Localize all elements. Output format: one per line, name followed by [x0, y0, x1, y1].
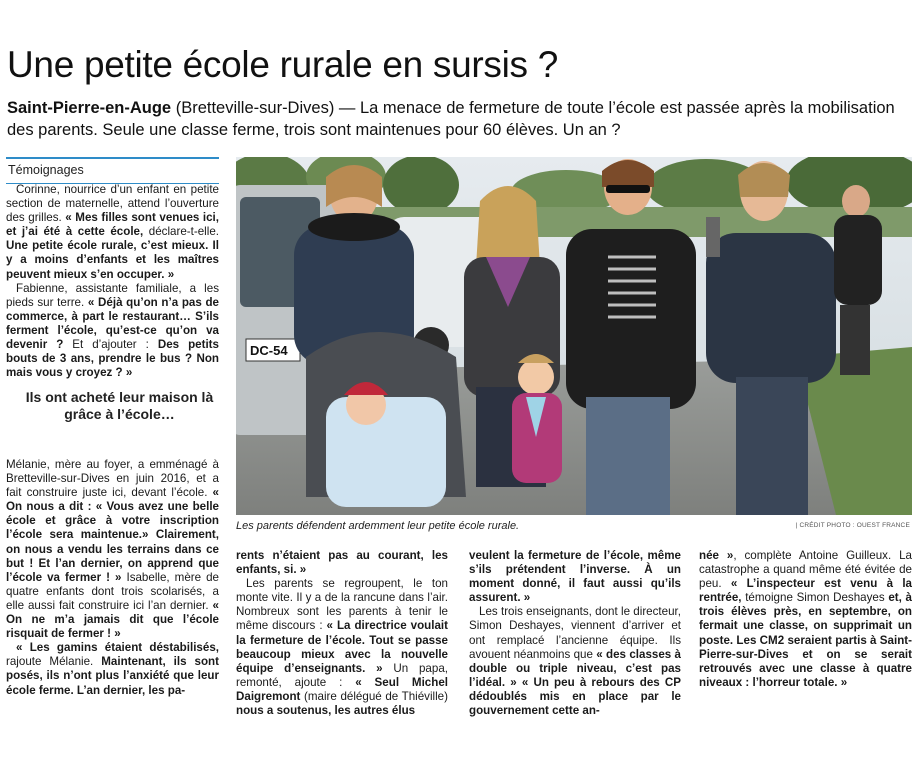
quote-run: « La directrice voulait la fermeture de l’école. Tout se passe beaucoup mieux avec la nouvelle équipe d’enseignants. »	[236, 619, 448, 675]
quote-run: Une petite école rurale, c’est mieux. Il y a moins d’enfants et les maîtres peuvent mieux s’en occuper. »	[6, 239, 219, 281]
text-run: Et d’ajouter :	[63, 338, 158, 352]
photo-illustration	[236, 157, 912, 515]
quote-run: « Déjà qu’on n’a pas de commerce, à part le restaurant… S’ils ferment l’école, qu’est-ce qu’on va devenir ?	[6, 295, 220, 352]
text-run: Fabienne, assistante familiale, a les pieds sur terre.	[6, 281, 219, 309]
paragraph-gamins	[6, 641, 219, 697]
section-rubric	[6, 157, 219, 184]
quote-run: Maintenant, ils sont posés, ils n’ont plus l’anxiété que leur école ferme. L’an dernier, les pa-	[6, 655, 219, 697]
quote-run: « des classes à double ou triple niveau, c’est pas l’idéal. » « Un peu à rebours des CP dédoublés mis en place par le gouvernement cette an-	[469, 647, 681, 718]
quote-run: rents n’étaient pas au courant, les enfants, si. »	[236, 549, 448, 577]
text-run: témoigne Simon Deshayes	[741, 591, 889, 605]
quote-run: Des petits bouts de 3 ans, prendre le bus ? Non mais vous y croyez ? »	[6, 338, 219, 380]
photo-caption	[236, 520, 912, 536]
article-photo	[236, 157, 912, 515]
article-headline: Une petite école rurale en sursis ?	[7, 44, 558, 85]
column-4	[699, 549, 912, 690]
paragraph-continued	[236, 549, 448, 577]
paragraph-fabienne	[6, 282, 219, 381]
paragraph-conclusion	[699, 549, 912, 690]
text-run: Les trois enseignants, dont le directeur, Simon Deshayes, viennent d’arriver et ont remplacé l’ancienne équipe. Ils avouent néanmoins que	[469, 605, 681, 661]
text-run: Un papa, remonté, ajoute :	[236, 661, 448, 689]
text-run: rajoute Mélanie.	[6, 655, 102, 669]
lead-place: Saint-Pierre-en-Auge	[7, 99, 172, 117]
photo-credit: | CRÉDIT PHOTO : OUEST FRANCE	[795, 522, 910, 529]
quote-run: nous a soutenus, les autres élus	[236, 704, 416, 718]
article-lead	[7, 97, 912, 141]
text-run: Isabelle, mère de quatre enfants dont trois scolarisés, a elle aussi fait construire ici l’an dernier.	[6, 570, 219, 612]
column-3	[469, 549, 681, 718]
text-run: Mélanie, mère au foyer, a emménagé à Bretteville-sur-Dives en juin 2016, et a fait construire juste ici, devant l’école.	[6, 458, 219, 500]
quote-run: née »	[699, 549, 734, 562]
column-2	[236, 549, 448, 718]
paragraph-corinne	[6, 183, 219, 282]
quote-run: « On nous a dit : « Vous avez une belle école et grâce à votre inscription l’école sera maintenue.» Clairement, on nous a vendu les terrains dans ce but ! Et l’an dernier, on apprend que l’école va fermer ! »	[6, 486, 219, 584]
caption-text: Les parents défendent ardemment leur petite école rurale.	[236, 520, 520, 532]
text-run: (maire délégué de Thiéville)	[300, 689, 448, 703]
quote-run: « Mes filles sont venues ici, et j’ai été à cette école,	[6, 211, 219, 239]
quote-run: « L’inspecteur est venu à la rentrée,	[699, 577, 912, 605]
quote-run: « On ne m’a jamais dit que l’école risquait de fermer ! »	[6, 598, 219, 641]
column-1-bottom	[6, 458, 219, 698]
paragraph-parents	[236, 577, 448, 718]
column-1-top	[6, 183, 219, 431]
quote-run: « Les gamins étaient déstabilisés,	[16, 641, 219, 655]
stroller	[306, 332, 466, 507]
license-plate: DC-54	[250, 343, 288, 358]
paragraph-enseignants	[469, 605, 681, 718]
quote-run: « Seul Michel Daigremont	[236, 675, 448, 703]
quote-run: et, à trois élèves près, en septembre, on fermait une classe, on supprimait un poste. Les CM2 seraient partis à Saint-Pierre-sur-Dives et on se serait retrouvés avec une classe à quatre niveaux : l’horreur totale. »	[699, 591, 912, 689]
lead-text: (Bretteville-sur-Dives) — La menace de fermeture de toute l’école est passée après la mobilisation des parents. Seule une classe ferme, trois sont maintenues pour 60 élèves. Un an ?	[7, 99, 895, 139]
text-run: Les parents se regroupent, le ton monte vite. Il y a de la rancune dans l’air. Nombreux sont les parents à tenir le même discours :	[236, 577, 448, 633]
paragraph-continued	[469, 549, 681, 605]
text-run: déclare-t-elle.	[143, 225, 219, 239]
text-run: , complète Antoine Guilleux. La catastrophe a quand même été évitée de peu.	[699, 549, 912, 591]
quote-run: veulent la fermeture de l’école, même s’ils prétendent l’inverse. À un moment donné, il faut aussi qu’ils assurent. »	[469, 549, 681, 605]
rubric-label: Témoignages	[8, 163, 84, 177]
paragraph-melanie	[6, 458, 219, 641]
article-subhead: Ils ont acheté leur maison là grâce à l’école…	[25, 389, 214, 423]
text-run: Corinne, nourrice d’un enfant en petite section de maternelle, attend l’ouverture des grilles.	[6, 183, 219, 225]
